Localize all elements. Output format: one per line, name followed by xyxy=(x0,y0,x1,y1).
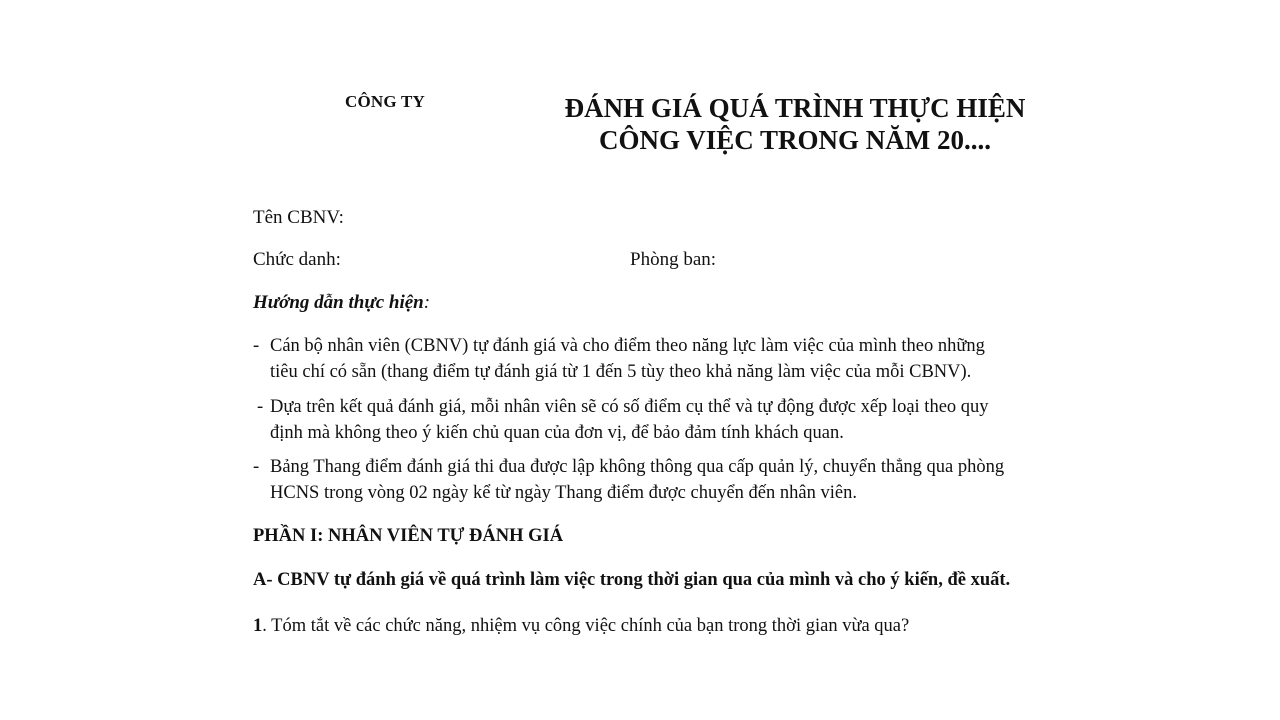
instructions-heading xyxy=(253,292,430,314)
question-number: 1 xyxy=(253,616,263,636)
instruction-item xyxy=(253,333,1043,385)
instruction-line: định mà không theo ý kiến chủ quan của đơn vị, để bảo đảm tính khách quan. xyxy=(270,423,844,443)
position-label: Chức danh: xyxy=(253,249,341,270)
bullet-dash: - xyxy=(253,336,260,356)
instructions-heading-text: Hướng dẫn thực hiện xyxy=(253,292,424,313)
instructions-heading-colon: : xyxy=(423,292,431,313)
document-title-line-1: ĐÁNH GIÁ QUÁ TRÌNH THỰC HIỆN xyxy=(564,93,1026,123)
part-1-heading: PHẦN I: NHÂN VIÊN TỰ ĐÁNH GIÁ xyxy=(253,526,564,546)
bullet-dash: - xyxy=(257,397,264,417)
instruction-line: tiêu chí có sẵn (thang điểm tự đánh giá từ 1 đến 5 tùy theo khả năng làm việc của mỗi CBNV). xyxy=(270,362,972,382)
instruction-line: HCNS trong vòng 02 ngày kể từ ngày Thang điểm được chuyển đến nhân viên. xyxy=(270,483,857,503)
instruction-line: Cán bộ nhân viên (CBNV) tự đánh giá và cho điểm theo năng lực làm việc của mình theo những xyxy=(270,336,985,356)
department-label: Phòng ban: xyxy=(630,249,717,270)
question-text: . Tóm tắt về các chức năng, nhiệm vụ công việc chính của bạn trong thời gian vừa qua? xyxy=(262,616,910,636)
document-title-line-2: CÔNG VIỆC TRONG NĂM 20.... xyxy=(598,125,992,155)
employee-name-label: Tên CBNV: xyxy=(253,207,344,228)
instruction-line: Bảng Thang điểm đánh giá thi đua được lập không thông qua cấp quản lý, chuyển thẳng qua phòng xyxy=(270,457,1005,477)
instruction-item xyxy=(253,454,1043,506)
company-name: CÔNG TY xyxy=(345,92,425,111)
bullet-dash: - xyxy=(253,457,260,477)
instruction-line: Dựa trên kết quả đánh giá, mỗi nhân viên sẽ có số điểm cụ thể và tự động được xếp loại theo quy xyxy=(270,397,989,417)
document-title xyxy=(540,92,1050,156)
section-a-heading: A- CBNV tự đánh giá về quá trình làm việc trong thời gian qua của mình và cho ý kiến, đề xuất. xyxy=(253,570,1011,590)
question-1 xyxy=(253,616,909,637)
instruction-item xyxy=(253,394,1043,446)
